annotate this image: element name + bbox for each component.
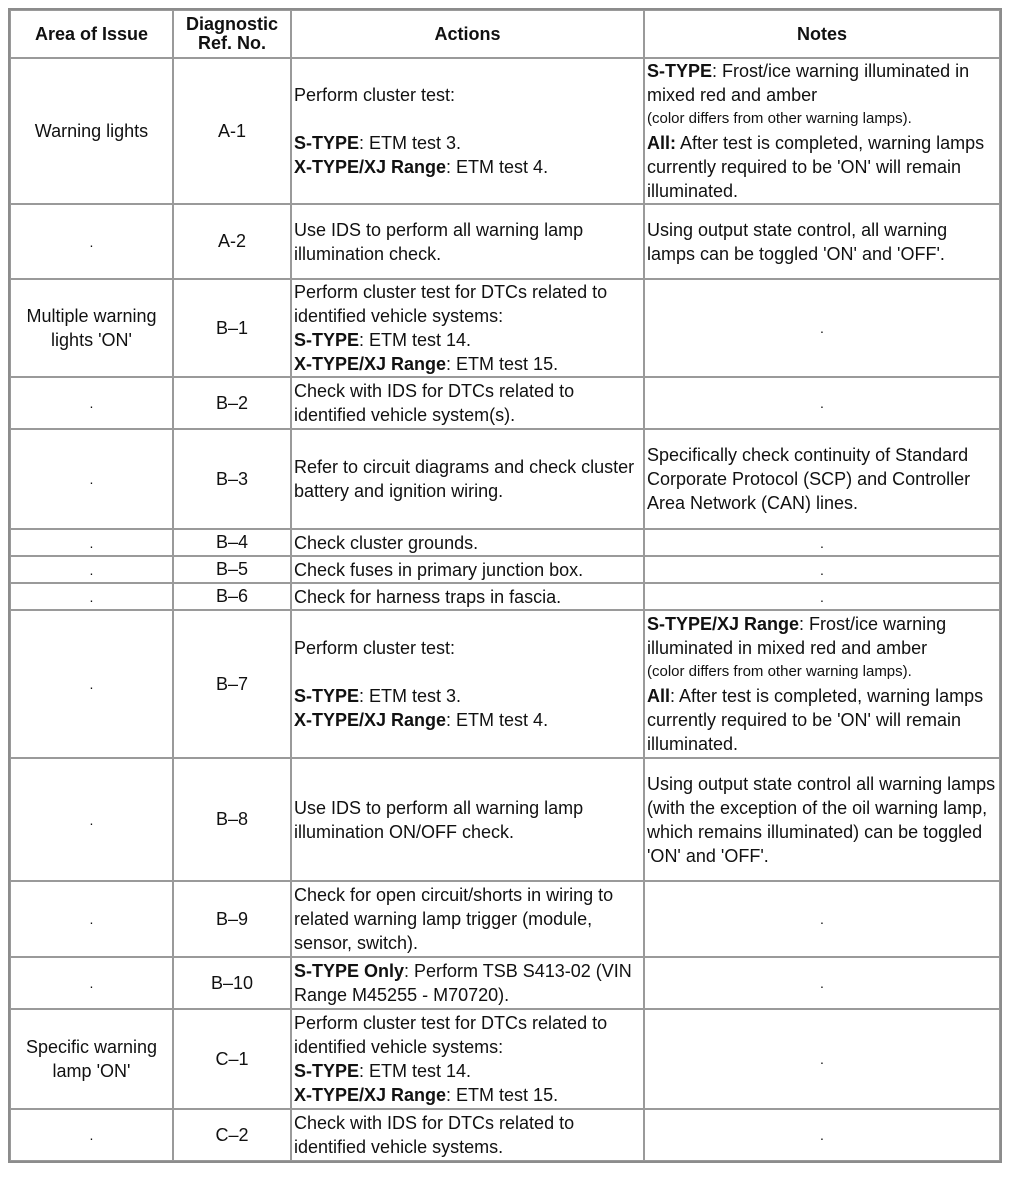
area-cell: . xyxy=(10,556,173,583)
actions-text: : ETM test 3. xyxy=(359,133,462,153)
actions-cell xyxy=(291,610,644,758)
table-row xyxy=(10,1109,1000,1161)
actions-text: : ETM test 15. xyxy=(446,1085,559,1105)
area-cell: Specific warning lamp 'ON' xyxy=(10,1009,173,1109)
actions-cell: Check cluster grounds. xyxy=(291,529,644,556)
area-cell: . xyxy=(10,377,173,429)
notes-cell xyxy=(644,610,1000,758)
ref-cell: B–7 xyxy=(173,610,291,758)
notes-bold: S-TYPE/XJ Range xyxy=(647,614,800,634)
table-row xyxy=(10,1009,1000,1109)
actions-text: : ETM test 4. xyxy=(446,710,549,730)
area-cell: Warning lights xyxy=(10,58,173,204)
actions-bold: S-TYPE xyxy=(294,1061,360,1081)
actions-bold: X-TYPE/XJ Range xyxy=(294,1085,447,1105)
actions-cell xyxy=(291,1009,644,1109)
table-row xyxy=(10,881,1000,957)
actions-cell: Check for open circuit/shorts in wiring to related warning lamp trigger (module, sensor, switch). xyxy=(291,881,644,957)
notes-cell: . xyxy=(644,1109,1000,1161)
actions-text: Perform cluster test for DTCs related to identified vehicle systems: xyxy=(294,1013,608,1057)
ref-cell: B–5 xyxy=(173,556,291,583)
actions-bold: X-TYPE/XJ Range xyxy=(294,710,447,730)
table-row xyxy=(10,204,1000,279)
ref-cell: C–2 xyxy=(173,1109,291,1161)
notes-text: : After test is completed, warning lamps currently required to be 'ON' will remain illuminated. xyxy=(647,686,984,754)
actions-cell: Refer to circuit diagrams and check cluster battery and ignition wiring. xyxy=(291,429,644,529)
diagnostic-table xyxy=(8,8,1002,1163)
notes-cell: Using output state control, all warning lamps can be toggled 'ON' and 'OFF'. xyxy=(644,204,1000,279)
header-area: Area of Issue xyxy=(10,10,173,58)
area-cell: . xyxy=(10,204,173,279)
header-ref-line1: Diagnostic xyxy=(185,14,278,34)
notes-bold: S-TYPE xyxy=(647,61,713,81)
notes-text: : Frost/ice warning illuminated in mixed red and amber xyxy=(647,61,970,105)
actions-cell: Check fuses in primary junction box. xyxy=(291,556,644,583)
actions-text: : ETM test 14. xyxy=(359,330,472,350)
ref-cell: A-2 xyxy=(173,204,291,279)
actions-bold: S-TYPE Only xyxy=(294,961,405,981)
notes-cell: . xyxy=(644,529,1000,556)
header-ref-line2: Ref. No. xyxy=(197,33,266,53)
area-cell: . xyxy=(10,610,173,758)
actions-cell xyxy=(291,957,644,1009)
actions-text: Perform cluster test: xyxy=(294,85,456,105)
header-row xyxy=(10,10,1000,58)
actions-bold: S-TYPE xyxy=(294,133,360,153)
table-row xyxy=(10,279,1000,377)
actions-cell xyxy=(291,58,644,204)
table-row xyxy=(10,758,1000,881)
actions-text: : Perform TSB S413-02 (VIN Range M45255 - M70720). xyxy=(294,961,632,1005)
area-cell: . xyxy=(10,881,173,957)
actions-text: Perform cluster test for DTCs related to identified vehicle systems: xyxy=(294,282,608,326)
ref-cell: B–10 xyxy=(173,957,291,1009)
notes-cell: . xyxy=(644,881,1000,957)
actions-cell: Check with IDS for DTCs related to identified vehicle systems. xyxy=(291,1109,644,1161)
actions-bold: X-TYPE/XJ Range xyxy=(294,354,447,374)
area-cell: . xyxy=(10,957,173,1009)
area-cell: . xyxy=(10,429,173,529)
notes-cell: Using output state control all warning lamps (with the exception of the oil warning lamp, which remains illuminated) can be toggled 'ON' and 'OFF'. xyxy=(644,758,1000,881)
notes-cell: . xyxy=(644,377,1000,429)
notes-bold: All: xyxy=(647,133,676,153)
notes-text: : Frost/ice warning illuminated in mixed red and amber xyxy=(647,614,947,658)
notes-cell: . xyxy=(644,957,1000,1009)
actions-cell: Check for harness traps in fascia. xyxy=(291,583,644,610)
notes-bold: All xyxy=(647,686,671,706)
table-row xyxy=(10,556,1000,583)
ref-cell: C–1 xyxy=(173,1009,291,1109)
actions-cell: Use IDS to perform all warning lamp illumination ON/OFF check. xyxy=(291,758,644,881)
table-row xyxy=(10,58,1000,204)
notes-cell: . xyxy=(644,556,1000,583)
actions-bold: S-TYPE xyxy=(294,330,360,350)
table-row xyxy=(10,429,1000,529)
actions-cell: Use IDS to perform all warning lamp illumination check. xyxy=(291,204,644,279)
area-cell: . xyxy=(10,529,173,556)
actions-text: : ETM test 4. xyxy=(446,157,549,177)
table-row xyxy=(10,529,1000,556)
notes-cell: . xyxy=(644,583,1000,610)
actions-bold: S-TYPE xyxy=(294,686,360,706)
ref-cell: B–6 xyxy=(173,583,291,610)
notes-small: (color differs from other warning lamps). xyxy=(647,110,912,127)
ref-cell: B–3 xyxy=(173,429,291,529)
table-row xyxy=(10,583,1000,610)
actions-text: Perform cluster test: xyxy=(294,638,456,658)
header-notes: Notes xyxy=(644,10,1000,58)
notes-cell xyxy=(644,58,1000,204)
ref-cell: B–4 xyxy=(173,529,291,556)
ref-cell: B–9 xyxy=(173,881,291,957)
table-row xyxy=(10,377,1000,429)
area-cell: . xyxy=(10,583,173,610)
table-row xyxy=(10,957,1000,1009)
header-ref xyxy=(173,10,291,58)
header-actions: Actions xyxy=(291,10,644,58)
notes-cell: . xyxy=(644,279,1000,377)
notes-cell: Specifically check continuity of Standard Corporate Protocol (SCP) and Controller Area Network (CAN) lines. xyxy=(644,429,1000,529)
ref-cell: B–8 xyxy=(173,758,291,881)
actions-text: : ETM test 3. xyxy=(359,686,462,706)
actions-cell: Check with IDS for DTCs related to identified vehicle system(s). xyxy=(291,377,644,429)
actions-text: : ETM test 14. xyxy=(359,1061,472,1081)
ref-cell: A-1 xyxy=(173,58,291,204)
notes-text: After test is completed, warning lamps currently required to be 'ON' will remain illuminated. xyxy=(647,133,985,201)
area-cell: . xyxy=(10,758,173,881)
area-cell: Multiple warning lights 'ON' xyxy=(10,279,173,377)
actions-text: : ETM test 15. xyxy=(446,354,559,374)
actions-cell xyxy=(291,279,644,377)
notes-small: (color differs from other warning lamps). xyxy=(647,663,912,680)
table-row xyxy=(10,610,1000,758)
ref-cell: B–1 xyxy=(173,279,291,377)
ref-cell: B–2 xyxy=(173,377,291,429)
notes-cell: . xyxy=(644,1009,1000,1109)
area-cell: . xyxy=(10,1109,173,1161)
actions-bold: X-TYPE/XJ Range xyxy=(294,157,447,177)
